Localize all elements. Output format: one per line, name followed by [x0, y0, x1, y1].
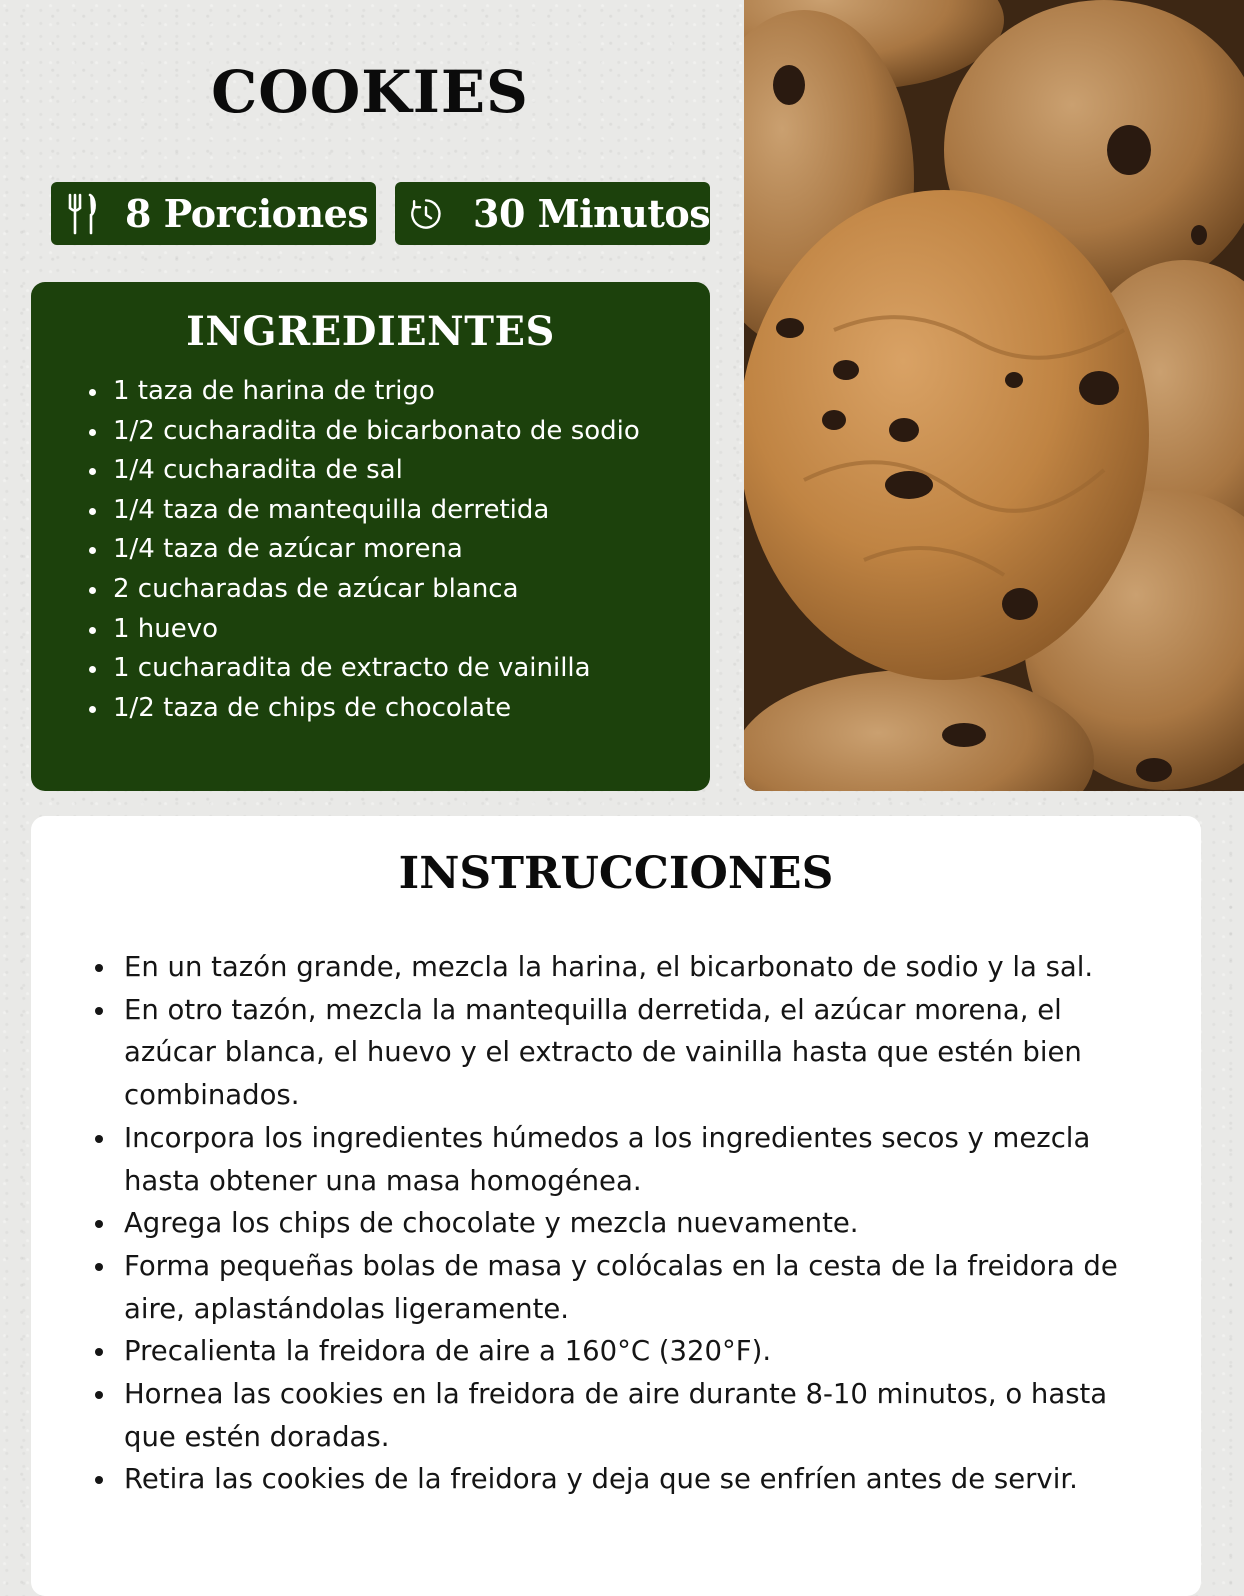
instruction-step: Precalienta la freidora de aire a 160°C (320°F).	[124, 1330, 1121, 1373]
ingredient-item: 1/4 taza de mantequilla derretida	[113, 491, 640, 531]
ingredient-item: 1 huevo	[113, 610, 640, 650]
time-label: 30 Minutos	[473, 191, 711, 236]
ingredients-list	[31, 372, 640, 728]
ingredient-item: 2 cucharadas de azúcar blanca	[113, 570, 640, 610]
ingredients-title: INGREDIENTES	[186, 308, 555, 355]
instruction-step: Agrega los chips de chocolate y mezcla nuevamente.	[124, 1202, 1121, 1245]
instructions-list	[31, 946, 1121, 1501]
instruction-step: Hornea las cookies en la freidora de aire durante 8-10 minutos, o hasta que estén doradas.	[124, 1373, 1121, 1458]
cookies-photo	[744, 0, 1244, 791]
instruction-step: En un tazón grande, mezcla la harina, el bicarbonato de sodio y la sal.	[124, 946, 1121, 989]
instructions-title: INSTRUCCIONES	[398, 848, 834, 899]
ingredient-item: 1/4 taza de azúcar morena	[113, 530, 640, 570]
recipe-title: COOKIES	[211, 58, 529, 126]
instructions-card	[31, 816, 1201, 1596]
portions-badge	[51, 182, 376, 245]
time-badge	[395, 182, 710, 245]
instruction-step: Incorpora los ingredientes húmedos a los ingredientes secos y mezcla hasta obtener una masa homogénea.	[124, 1117, 1121, 1202]
ingredient-item: 1/2 cucharadita de bicarbonato de sodio	[113, 412, 640, 452]
ingredient-item: 1/4 cucharadita de sal	[113, 451, 640, 491]
ingredient-item: 1 taza de harina de trigo	[113, 372, 640, 412]
instruction-step: Retira las cookies de la freidora y deja que se enfríen antes de servir.	[124, 1458, 1121, 1501]
clock-icon	[409, 191, 443, 237]
ingredient-item: 1 cucharadita de extracto de vainilla	[113, 649, 640, 689]
portions-label: 8 Porciones	[125, 191, 369, 236]
fork-knife-icon	[65, 191, 99, 237]
ingredient-item: 1/2 taza de chips de chocolate	[113, 689, 640, 729]
instruction-step: En otro tazón, mezcla la mantequilla derretida, el azúcar morena, el azúcar blanca, el huevo y el extracto de vainilla hasta que estén bien combinados.	[124, 989, 1121, 1117]
instruction-step: Forma pequeñas bolas de masa y colócalas en la cesta de la freidora de aire, aplastándolas ligeramente.	[124, 1245, 1121, 1330]
ingredients-card	[31, 282, 710, 791]
